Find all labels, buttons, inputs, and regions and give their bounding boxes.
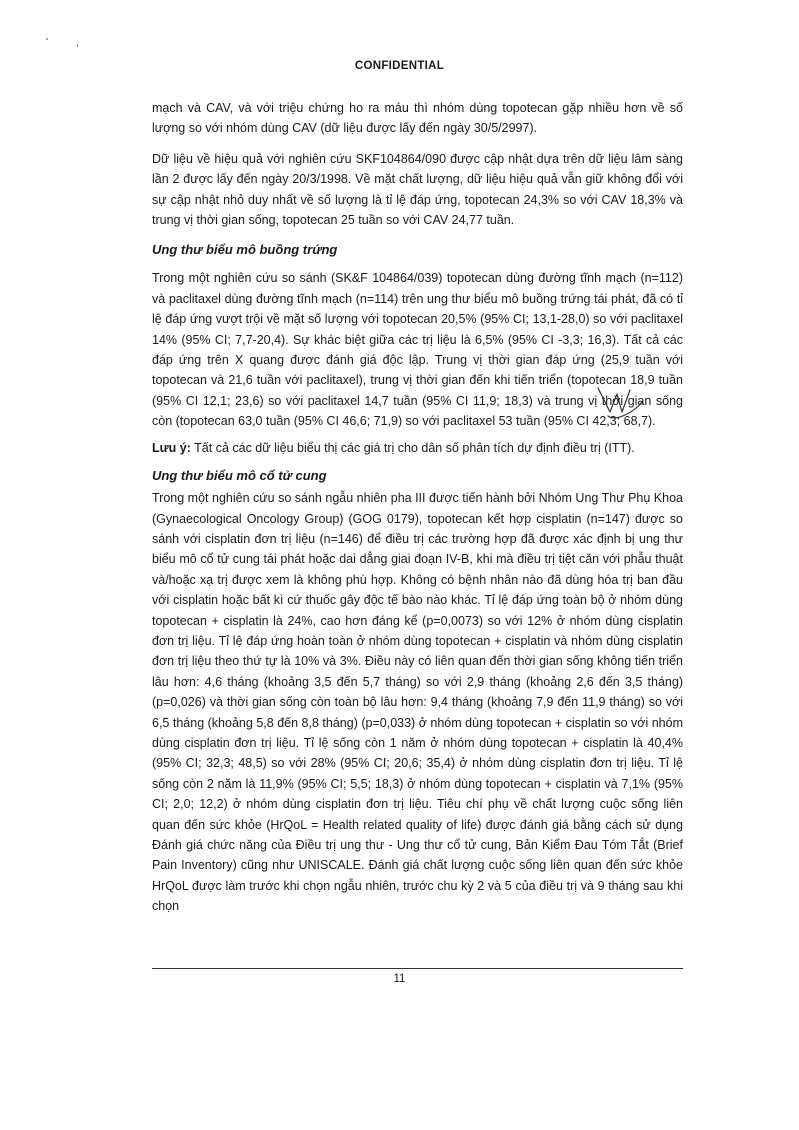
paragraph: Trong một nghiên cứu so sánh (SK&F 104864/039) topotecan dùng đường tĩnh mạch (n=112) và paclitaxel dùng đường tĩnh mạch (n=114) trên ung thư biểu mô buồng trứng tái phát, đã có tỉ lệ đáp ứng vượt trội về mặt số lượng với topotecan 20,5% (95% CI; 13,1-28,0) so với paclitaxel 14% (95% CI; 7,7-20,4). Sự khác biệt giữa các trị liệu là 6,5% (95% CI -3,3; 16,3). Tất cả các đáp ứng trên X quang được đánh giá độc lập. Trung vị thời gian đáp ứng (25,9 tuần với topotecan và 21,6 tuần với paclitaxel), trung vị thời gian đến khi tiến triển (topotecan 18,9 tuần (95% CI 12,1; 23,6) so với paclitaxel 14,7 tuần (95% CI 11,9; 18,3) và trung vị thời gian sống còn (topotecan 63,0 tuần (95% CI 46,6; 71,9) so với paclitaxel 53 tuần (95% CI 42,3; 68,7).	[152, 271, 683, 429]
note-label: Lưu ý:	[152, 440, 191, 455]
scan-speck	[46, 38, 48, 40]
scan-speck	[77, 44, 78, 47]
note-text: Tất cả các dữ liệu biểu thị các giá trị cho dân số phân tích dự định điều trị (ITT).	[190, 440, 635, 455]
note-paragraph	[152, 438, 683, 458]
paragraph: Trong một nghiên cứu so sánh ngẫu nhiên pha III được tiến hành bởi Nhóm Ung Thư Phụ Khoa (Gynaecological Oncology Group) (GOG 0179), topotecan kết hợp cisplatin (n=147) được so sánh với cisplatin đơn trị liệu (n=146) để điều trị các trường hợp đã được xác định bị ung thư biểu mô cổ tử cung tái phát hoặc dai dẳng giai đoạn IV-B, khi mà điều trị tiệt căn với phẫu thuật và/hoặc xạ trị được xem là không phù hợp. Không có bệnh nhân nào đã dùng hóa trị ban đầu với cisplatin hoặc bất kì cứ thuốc gây độc tế bào nào khác. Tỉ lệ đáp ứng toàn bộ ở nhóm dùng topotecan + cisplatin là 24%, cao hơn đáng kể (p=0,0073) so với 12% ở nhóm dùng cisplatin đơn trị liệu. Tỉ lệ đáp ứng hoàn toàn ở nhóm dùng topotecan + cisplatin và nhóm dùng cisplatin đơn trị liệu theo thứ tự là 10% và 3%. Điều này có liên quan đến thời gian sống không tiến triển lâu hơn: 4,6 tháng (khoảng 3,5 đến 5,7 tháng) so với 2,9 tháng (khoảng 2,6 đến 3,5 tháng) (p=0,026) và thời gian sống còn toàn bộ lâu hơn: 9,4 tháng (khoảng 7,9 đến 11,9 tháng) so với 6,5 tháng (khoảng 5,8 đến 8,8 tháng) (p=0,033) ở nhóm dùng topotecan + cisplatin so với nhóm dùng cisplatin đơn trị liệu. Tỉ lệ sống còn 1 năm ở nhóm dùng topotecan + cisplatin là 40,4% (95% CI; 32,3; 48,5) so với 28% (95% CI; 20,6; 35,4) ở nhóm dùng cisplatin đơn trị liệu. Tỉ lệ sống còn 2 năm là 11,9% (95% CI; 5,5; 18,3) ở nhóm dùng topotecan + cisplatin và 7,1% (95% CI; 2,0; 12,2) ở nhóm dùng cisplatin đơn trị liệu. Tiêu chí phụ về chất lượng cuộc sống liên quan đến sức khỏe (HrQoL = Health related quality of life) được đánh giá bằng cách sử dụng Đánh giá chức năng của Điều trị ung thư - Ung thư cổ tử cung, Bản Kiểm Đau Tóm Tắt (Brief Pain Inventory) cũng như UNISCALE. Đánh giá chất lượng cuộc sống liên quan đến sức khỏe HrQoL được làm trước khi chọn ngẫu nhiên, trước chu kỳ 2 và 5 của điều trị và 9 tháng sau khi chọn	[152, 491, 683, 914]
handwritten-signature	[590, 382, 650, 427]
document-body	[152, 98, 683, 917]
paragraph: Dữ liệu về hiệu quả với nghiên cứu SKF104864/090 được cập nhật dựa trên dữ liệu lâm sàng lần 2 được lấy đến ngày 20/3/1998. Về mặt chất lượng, dữ liệu hiệu quả vẫn giữ không đổi với sự cập nhật nhỏ duy nhất về số lượng là tỉ lệ đáp ứng, topotecan 24,3% so với CAV 18,3% và trung vị thời gian sống, topotecan 25 tuần so với CAV 24,77 tuần.	[152, 151, 683, 228]
document-header: CONFIDENTIAL	[354, 60, 445, 72]
paragraph: mạch và CAV, và với triệu chứng ho ra máu thì nhóm dùng topotecan gặp nhiều hơn về số lượng so với nhóm dùng CAV (dữ liệu được lấy đến ngày 30/5/2997).	[152, 101, 683, 136]
section-heading-ovarian: Ung thư biểu mô buồng trứng	[152, 242, 338, 258]
page-number: 11	[393, 973, 406, 985]
footer-divider	[152, 968, 683, 969]
section-heading-cervical: Ung thư biểu mô cổ tử cung	[152, 468, 327, 484]
